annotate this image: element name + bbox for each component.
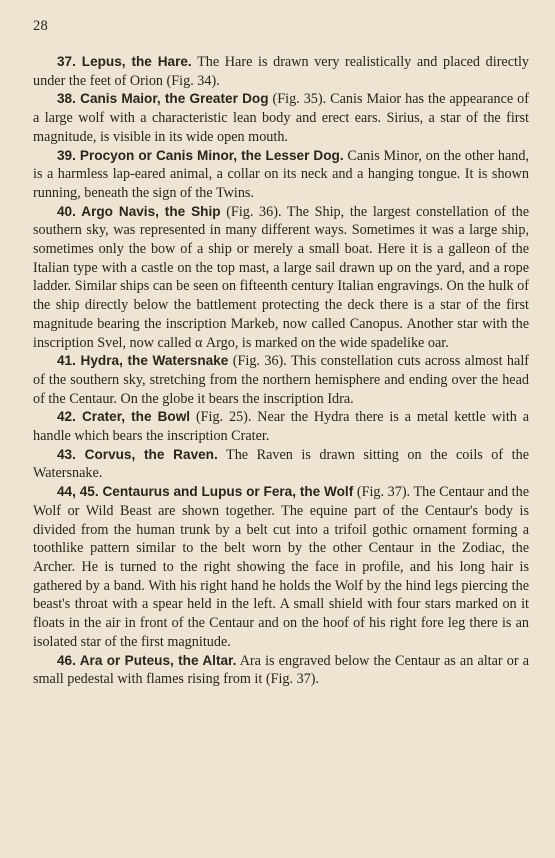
entry-text: (Fig. 25). Near the Hydra there is a metal kettle with a handle which bears the inscription Crater.	[33, 409, 530, 445]
entry-44-45-centaurus-lupus	[33, 483, 529, 651]
entry-text: (Fig. 36). The Ship, the largest constellation of the southern sky, was represented in many different ways. Sometimes it was a large ship, sometimes only the bow of a ship or merely a small boat. Here it is a galleon of the Italian type with a castle on the top mast, a large sail drawn up on the yard, and a rope ladder. Similar ships can be seen on fifteenth century Italian engravings. On the hulk of the ship directly below the battlement protecting the deck there is a star of the first magnitude bearing the inscription Markeb, now called Canopus. Another star with the inscription Svel, now called α Argo, is marked on the wide spadelike oar.	[33, 203, 529, 351]
entry-heading: 46. Ara or Puteus, the Altar.	[57, 652, 237, 668]
entry-text: Ara is engraved below the Centaur as an altar or a small pedestal with flames rising from it (Fig. 37).	[33, 652, 529, 688]
entry-38-canis-maior	[33, 90, 529, 146]
entry-heading: 37. Lepus, the Hare.	[57, 54, 192, 69]
entry-text: Canis Minor, on the other hand, is a harmless lap-eared animal, a collar on its neck and a hanging tongue. It is shown running, beneath the sign of the Twins.	[33, 147, 529, 201]
entry-39-procyon	[33, 147, 529, 203]
entry-text: The Raven is drawn sitting on the coils of the Watersnake.	[33, 446, 529, 482]
page-number: 28	[33, 18, 49, 34]
entry-heading: 43. Corvus, the Raven.	[57, 446, 218, 462]
entry-text: (Fig. 35). Canis Maior has the appearance of a large wolf with a characteristic lean body and erect ears. Sirius, a star of the first magnitude, is visible in its wide open mouth.	[33, 91, 529, 145]
entry-41-hydra	[33, 352, 529, 408]
entry-heading: 41. Hydra, the Watersnake	[57, 353, 229, 369]
entry-heading: 38. Canis Maior, the Greater Dog	[57, 91, 269, 107]
entry-heading: 39. Procyon or Canis Minor, the Lesser Dog.	[57, 147, 344, 163]
entry-43-corvus	[33, 446, 529, 483]
entry-heading: 42. Crater, the Bowl	[57, 409, 191, 425]
entry-40-argo-navis	[33, 203, 529, 353]
entry-text: The Hare is drawn very realistically and placed directly under the feet of Orion (Fig. 34).	[33, 54, 529, 89]
entry-heading: 44, 45. Centaurus and Lupus or Fera, the Wolf	[57, 484, 354, 500]
entry-text: (Fig. 36). This constellation cuts across almost half of the southern sky, stretching from the northern hemisphere and ending over the head of the Centaur. On the globe it bears the inscription Idra.	[33, 353, 529, 407]
entry-37-lepus	[33, 53, 529, 90]
entry-heading: 40. Argo Navis, the Ship	[57, 203, 221, 219]
entry-42-crater	[33, 408, 529, 445]
entry-text: (Fig. 37). The Centaur and the Wolf or Wild Beast are shown together. The equine part of the Centaur's body is divided from the human trunk by a belt cut into a trifoil gothic ornament forming a toothlike pattern similar to the belt worn by the other Centaur in the Zodiac, the Archer. He is turned to the right showing the face in profile, and his long hair is gathered by a band. With his right hand he holds the Wolf by the hind legs piercing the beast's throat with a spear held in the left. A small shield with four stars marked on it floats in the air in front of the Centaur and on the hoof of his right fore leg there is an isolated star of the first magnitude.	[33, 484, 530, 650]
entry-46-ara	[33, 652, 529, 689]
